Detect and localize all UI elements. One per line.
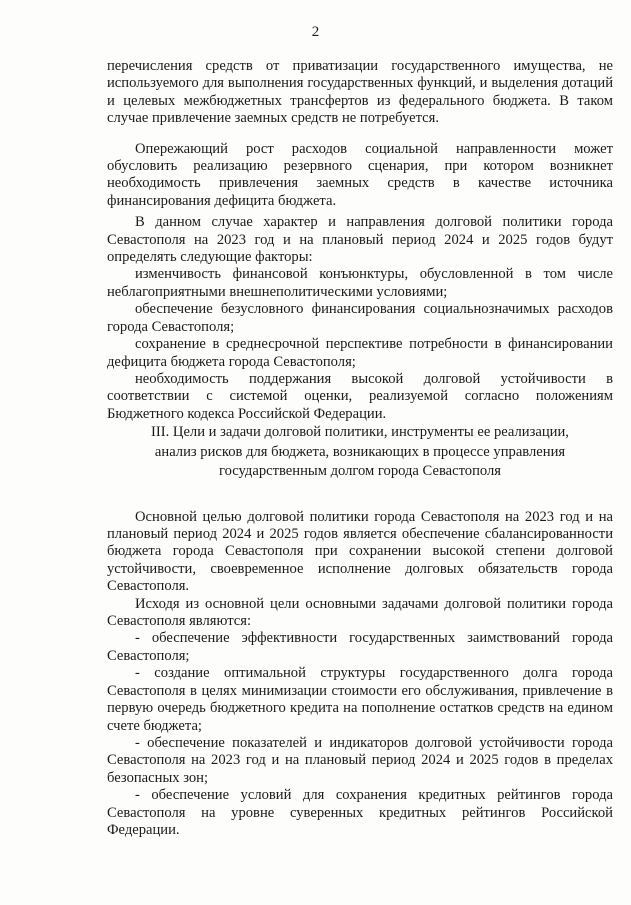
list-item: - обеспечение условий для сохранения кредитных рейтингов города Севастополя на уровне суверенных кредитных рейтингов Российской Федерации.	[107, 787, 613, 838]
paragraph: Опережающий рост расходов социальной направленности может обусловить реализацию резервного сценария, при котором возникнет необходимость привлечения заемных средств в качестве источника финансирования дефицита бюджета.	[107, 140, 613, 209]
paragraph: В данном случае характер и направления долговой политики города Севастополя на 2023 год и на плановый период 2024 и 2025 годов будут определять следующие факторы:	[107, 214, 613, 266]
paragraph: Основной целью долговой политики города Севастополя на 2023 год и на плановый период 2024 и 2025 годов является обеспечение сбалансированности бюджета города Севастополя при сохранении высокой степени долговой устойчивости, своевременное исполнение долговых обязательств города Севастополя.	[107, 508, 613, 595]
section-heading-line: анализ рисков для бюджета, возникающих в процессе управления	[154, 443, 566, 460]
list-item: сохранение в среднесрочной перспективе потребности в финансировании дефицита бюджета города Севастополя;	[107, 336, 613, 370]
list-item: - создание оптимальной структуры государственного долга города Севастополя в целях минимизации стоимости его обслуживания, привлечение в первую очередь бюджетного кредита на пополнение остатков средств на едином счете бюджета;	[107, 665, 613, 734]
list-item: обеспечение безусловного финансирования социальнозначимых расходов города Севастополя;	[107, 301, 613, 335]
paragraph: перечисления средств от приватизации государственного имущества, не используемого для выполнения государственных функций, и выделения дотаций и целевых межбюджетных трансфертов из федерального бюджета. В таком случае привлечение заемных средств не потребуется.	[107, 58, 613, 127]
section-heading-line: III. Цели и задачи долговой политики, инструменты ее реализации,	[151, 424, 569, 441]
list-item: - обеспечение эффективности государственных заимствований города Севастополя;	[107, 630, 613, 664]
list-item: - обеспечение показателей и индикаторов долговой устойчивости города Севастополя на 2023 год и на плановый период 2024 и 2025 годов в пределах безопасных зон;	[107, 734, 613, 786]
paragraph: Исходя из основной цели основными задачами долговой политики города Севастополя являются:	[107, 595, 613, 630]
page-number: 2	[311, 24, 320, 40]
section-heading	[107, 423, 613, 482]
list-item: необходимость поддержания высокой долговой устойчивости в соответствии с системой оценки, реализуемой согласно положениям Бюджетного кодекса Российской Федерации.	[107, 370, 613, 422]
list-item: изменчивость финансовой конъюнктуры, обусловленной в том числе неблагоприятными внешнеполитическими условиями;	[107, 266, 613, 300]
document-body	[107, 58, 613, 839]
section-heading-line: государственным долгом города Севастополя	[218, 463, 501, 480]
